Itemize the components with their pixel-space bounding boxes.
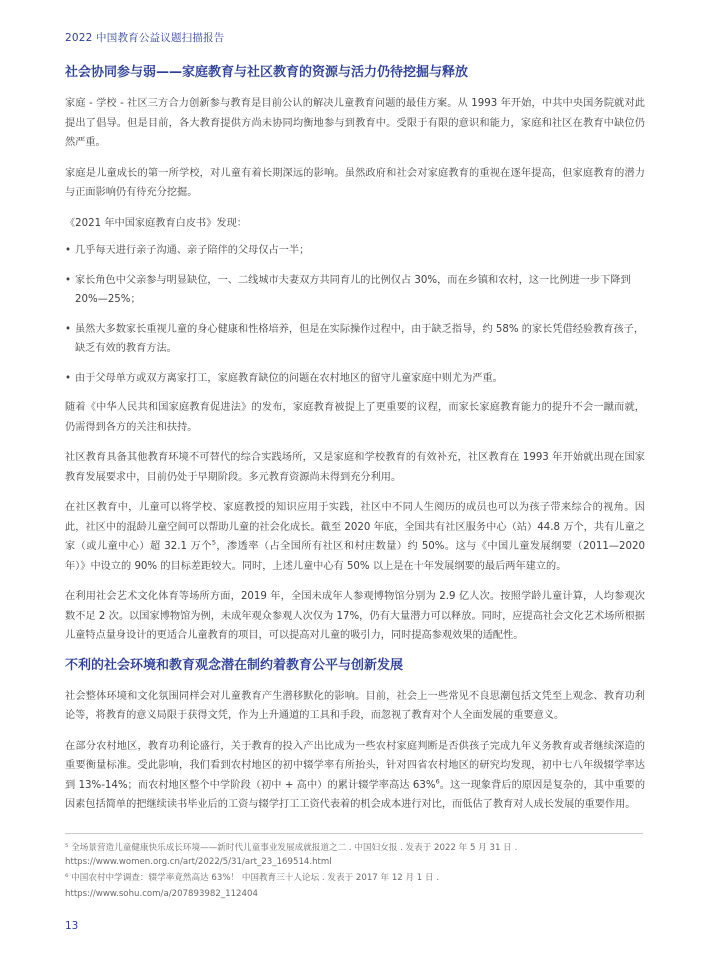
whitepaper-source-line: 《2021 年中国家庭教育白皮书》发现：: [65, 217, 247, 229]
finding-text: 家长角色中父亲参与明显缺位，一、二线城市夫妻双方共同育儿的比例仅占 30%，而在乡镇和农村，这一比例进一步下降到 20%—25%；: [75, 274, 631, 305]
page-number: 13: [65, 920, 79, 932]
main-content: [65, 64, 645, 826]
paragraph-community-children-centers: 在社区教育中，儿童可以将学校、家庭教授的知识应用于实践，社区中不同人生阅历的成员也可以为孩子带来综合的视角。因此，社区中的混龄儿童空间可以帮助儿童的社会化成长。截至 2020 年底，全国共有社区服务中心（站）44.8 万个，共有儿童之家（或儿童中心）超 32.1 万个$^5$，渗透率（占全国所有社区和村庄数量）约 50%。这与《中国儿童发展纲要（2011—2020 年）》中设立的 90% 的目标差距较大。同时，上述儿童中心有 50% 以上是在十年发展纲要的最后两年建立的。: [65, 502, 645, 572]
footnote-ref-6[interactable]: 6: [435, 777, 440, 786]
finding-text: 虽然大多数家长重视儿童的身心健康和性格培养，但是在实际操作过程中，由于缺乏指导，约 58% 的家长凭借经验教育孩子，缺乏有效的教育方法。: [75, 323, 645, 354]
bullet-icon: •: [65, 372, 72, 384]
footnotes: [65, 841, 650, 903]
list-item: [65, 271, 645, 310]
footnote-divider: [65, 833, 643, 834]
footnote-ref-5[interactable]: 5: [211, 538, 216, 547]
paragraph-family-education: 家庭是儿童成长的第一所学校，对儿童有着长期深远的影响。虽然政府和社会对家庭教育的重视在逐年提高，但家庭教育的潜力与正面影响仍有待充分挖掘。: [65, 167, 645, 198]
section-heading-social-environment: 不利的社会环境和教育观念潜在制约着教育公平与创新发展: [65, 657, 404, 673]
bullet-icon: •: [65, 323, 72, 335]
footnote-5[interactable]: ⁵ 全场景营造儿童健康快乐成长环境——新时代儿童事业发展成就报道之二 . 中国妇女报 . 发表于 2022 年 5 月 31 日 . https://www.women.org.cn/art/2022/5/31/art_23_169514.html: [65, 843, 518, 867]
finding-text: 由于父母单方或双方离家打工，家庭教育缺位的问题在农村地区的留守儿童家庭中则尤为严重。: [75, 372, 503, 384]
list-item: [65, 369, 645, 389]
footnote-6: ⁶ 中国农村中学调查：辍学率竟然高达 63%！ 中国教育三十人论坛 . 发表于 2017 年 12 月 1 日 .: [65, 873, 440, 883]
whitepaper-findings-list: [65, 241, 645, 388]
footnote-6-link[interactable]: https://www.sohu.com/a/207893982_112404: [65, 889, 258, 899]
finding-text: 几乎每天进行亲子沟通、亲子陪伴的父母仅占一半；: [75, 245, 310, 256]
paragraph-family-school-community: 家庭 - 学校 - 社区三方合力创新参与教育是目前公认的解决儿童教育问题的最佳方案。从 1993 年开始，中共中央国务院就对此提出了倡导。但是目前，各大教育提供方尚未协同均衡地参与到教育中。受限于有限的意识和能力，家庭和社区在教育中缺位仍然严重。: [65, 98, 645, 148]
bullet-icon: •: [65, 274, 72, 286]
section-heading-social-participation: 社会协同参与弱——家庭教育与社区教育的资源与活力仍待挖掘与释放: [65, 65, 469, 80]
running-header: 2022 中国教育公益议题扫描报告: [65, 32, 225, 44]
paragraph-community-education: 社区教育具备其他教育环境不可替代的综合实践场所，又是家庭和学校教育的有效补充，社区教育在 1993 年开始就出现在国家教育发展要求中，目前仍处于早期阶段。多元教育资源尚未得到充分利用。: [65, 452, 645, 483]
paragraph-rural-dropout: 在部分农村地区，教育功利论盛行，关于教育的投入产出比成为一些农村家庭判断是否供孩子完成九年义务教育或者继续深造的重要衡量标准。受此影响，我们看到农村地区的初中辍学率有所抬头，针对四省农村地区的研究均发现，初中七八年级辍学率达到 13%-14%；而农村地区整个中学阶段（初中 + 高中）的累计辍学率高达 63%$^6$。这一现象背后的原因是复杂的，其中重要的因素包括简单的把继续读书毕业后的工资与辍学打工工资代表着的机会成本进行对比，而低估了教育对人成长发展的重要作用。: [65, 740, 646, 810]
bullet-icon: •: [65, 245, 72, 256]
paragraph-social-atmosphere: 社会整体环境和文化氛围同样会对儿童教育产生潜移默化的影响。目前，社会上一些常见不良思潮包括文凭至上观念、教育功利论等，将教育的意义局限于获得文凭，作为上升通道的工具和手段，而忽视了教育对个人全面发展的重要意义。: [65, 690, 645, 721]
paragraph-museum-visits: 在利用社会艺术文化体育等场所方面，2019 年，全国未成年人参观博物馆分别为 2.9 亿人次。按照学龄儿童计算，人均参观次数不足 2 次。以国家博物馆为例，未成年观众参观人次仅为 17%，仍有大量潜力可以释放。同时，应提高社会文化艺术场所根据儿童特点量身设计的更适合儿童教育的项目，可以提高对儿童的吸引力，同时提高参观效果的适配性。: [65, 591, 645, 641]
paragraph-family-education-law: 随着《中华人民共和国家庭教育促进法》的发布，家庭教育被提上了更重要的议程，而家长家庭教育能力的提升不会一蹴而就，仍需得到各方的关注和扶持。: [65, 402, 645, 433]
list-item: [65, 320, 645, 359]
list-item: [65, 241, 645, 261]
